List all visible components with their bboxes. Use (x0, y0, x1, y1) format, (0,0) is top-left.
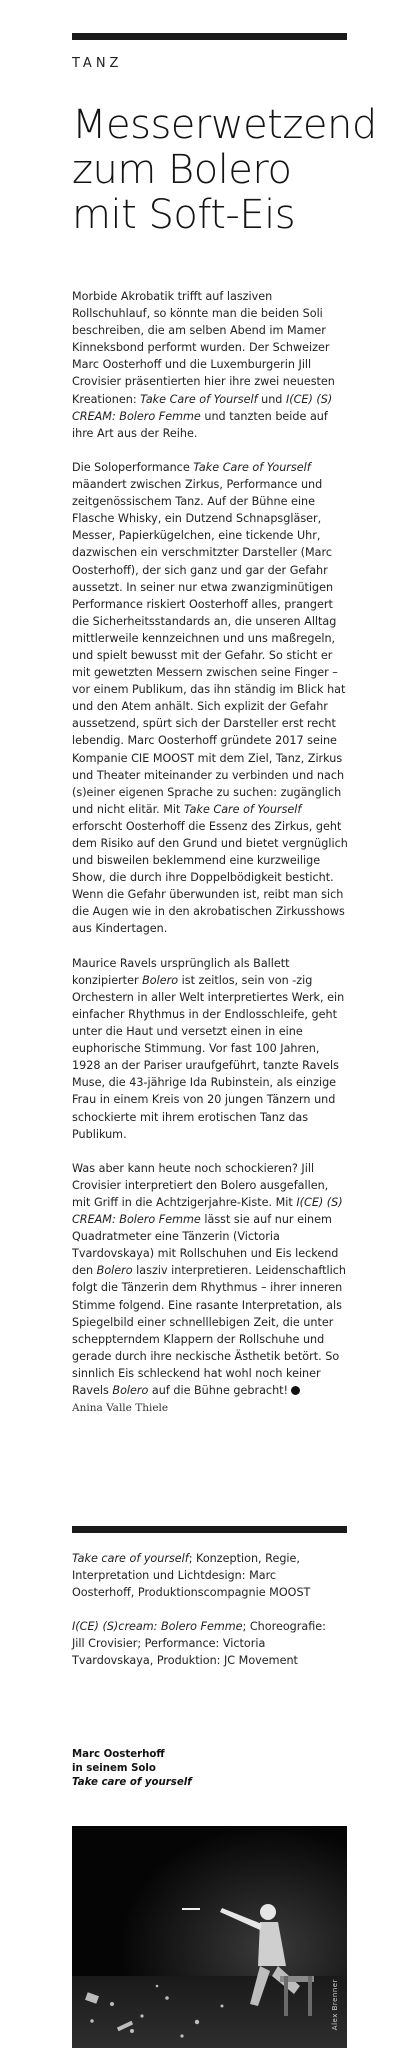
text-run: Die Soloperformance (72, 460, 194, 474)
caption-line-1: Marc Oosterhoff (72, 1749, 165, 1760)
text-run: I(CE) (S) CREAM: Bolero Femme (72, 392, 333, 423)
article-headline: Messerwetzend zum Bolero mit Soft-Eis (72, 102, 377, 238)
paragraph-1 (72, 288, 350, 442)
credit-run: ; Konzeption, Regie, Interpretation und Lichtdesign: Marc Oosterhoff, Produktionscompagnie MOOST (72, 1552, 311, 1599)
stage-scene-illustration (72, 1826, 347, 2048)
text-run: Bolero (96, 1264, 133, 1278)
text-run: ist zeitlos, sein von -zig Orchestern in aller Welt interpretiertes Werk, ein einfacher Rhythmus in der Endlosschleife, geht unter die Haut und versetzt einen in eine euphorische Stimmung. Vor fast 100 Jahren, 1928 an der Pariser uraufgeführt, tanzte Ravels Muse, die 43-jährige Ida Rubinstein, als einzige Frau in einem Kreis von 20 jungen Tänzern und schockierte mit ihrem erotischen Tanz das Publikum. (72, 973, 345, 1141)
paragraph-4 (72, 1160, 350, 1399)
paragraph-2 (72, 459, 350, 938)
section-label: TANZ (72, 56, 123, 71)
text-run: Take Care of Yourself (193, 460, 311, 474)
thrown-object (182, 1908, 200, 1910)
production-credits (72, 1550, 332, 1686)
credit-run: Take care of yourself (72, 1552, 189, 1565)
photo-credit: Alex Brenner (331, 1978, 339, 2030)
text-run: Take Care of Yourself (140, 392, 258, 406)
photo-caption (72, 1748, 222, 1790)
text-run: Bolero (112, 1384, 149, 1397)
paragraph-3 (72, 955, 350, 1143)
text-run: auf die Bühne gebracht! (148, 1384, 289, 1397)
text-run: Bolero (142, 973, 179, 987)
caption-line-2: in seinem Solo (72, 1763, 156, 1774)
credits-rule (72, 1526, 347, 1533)
text-run: mäandert zwischen Zirkus, Performance und zeitgenössischem Tanz. Auf der Bühne eine Flasche Whisky, ein Dutzend Schnapsgläser, Messer, Papierkügelchen, eine tickende Uhr, dazwischen ein verschmitzter Darsteller (Marc Oosterhoff), der sich ganz und gar der Gefahr aussetzt. In seiner nur etwa zwanzigminütigen Performance riskiert Oosterhoff alles, prangert die Sicherheitsstandards an, die unseren Alltag mittlerweile kennzeichnen und uns maßregeln, und spielt bewusst mit der Gefahr. So sticht er mit gewetzten Messern zwischen seine Finger – vor einem Publikum, das ihn ständig im Blick hat und den Atem anhält. Sich explizit der Gefahr aussetzend, spürt sich der Darsteller erst recht lebendig. Marc Oosterhoff gründete 2017 seine Kompanie CIE MOOST mit dem Ziel, Tanz, Zirkus und Theater miteinander zu verbinden und nach (s)einer eigenen Sprache zu suchen: zugänglich und nicht elitär. Mit (72, 478, 346, 816)
top-rule (72, 33, 347, 40)
text-run: Take Care of Yourself (183, 802, 302, 816)
text-run: lasziv interpretieren. Leidenschaftlich folgt die Tänzerin dem Rhythmus – ihrer inneren Stimme folgend. Eine rasante Interpretation, als Spiegelbild einer schnelllebigen Zeit, die unter scheppterndem Klappern der Rollschuhe und gerade durch ihre neckische Ästhetik betört. So sinnlich Eis schleckend hat wohl noch keiner Ravels (72, 1264, 346, 1397)
text-run: lässt sie auf nur einem Quadratmeter eine Tänzerin (Victoria Tvardovskaya) mit Rollschuhen und Eis leckend den (72, 1213, 339, 1278)
article-body (72, 288, 350, 1417)
credit-take-care (72, 1550, 332, 1601)
performance-photo (72, 1826, 347, 2048)
credit-bolero-femme (72, 1618, 332, 1669)
end-mark-icon (291, 1386, 300, 1395)
text-run: I(CE) (S) CREAM: Bolero Femme (72, 1195, 343, 1227)
credit-run: ; Choreografie: Jill Crovisier; Performance: Victoria Tvardovskaya, Produktion: JC Movement (72, 1620, 326, 1667)
text-run: erforscht Oosterhoff die Essenz des Zirkus, geht dem Risiko auf den Grund und bietet vergnüglich und bisweilen beklemmend eine kurzweilige Show, die durch ihre Doppelbödigkeit besticht. Wenn die Gefahr überwunden ist, reibt man sich die Augen wie in den akrobatischen Zirkusshows aus Kindertagen. (72, 819, 348, 936)
credit-run: I(CE) (S)cream: Bolero Femme (72, 1620, 243, 1633)
text-run: Maurice Ravels ursprünglich als Ballett konzipierter (72, 956, 290, 987)
author-byline: Anina Valle Thiele (72, 1402, 169, 1415)
text-run: und tanzten beide auf ihre Art aus der Reihe. (72, 409, 328, 440)
text-run: Was aber kann heute noch schockieren? Jill Crovisier interpretiert den Bolero ausgefallen, mit Griff in die Achtzigerjahre-Kiste. Mit (72, 1161, 329, 1209)
caption-title: Take care of yourself (72, 1777, 192, 1788)
text-run: und (257, 392, 286, 406)
text-run: Morbide Akrobatik trifft auf lasziven Rollschuhlauf, so könnte man die beiden Soli beschreiben, die am selben Abend im Mamer Kinneksbond performt wurden. Der Schweizer Marc Oosterhoff und die Luxemburgerin Jill Crovisier präsentierten hier ihre zwei neuesten Kreationen: (72, 290, 335, 406)
